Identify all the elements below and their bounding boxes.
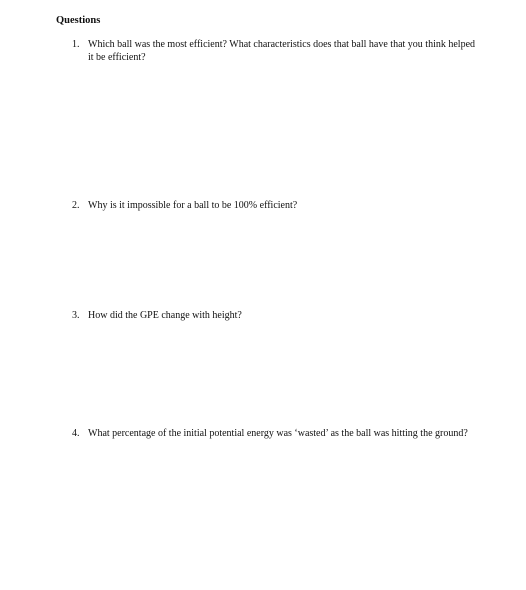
question-number: 1. [72,39,80,50]
question-text: Why is it impossible for a ball to be 100% efficient? [88,200,298,211]
question-number: 2. [72,200,80,211]
question-number: 3. [72,310,80,321]
question-text: How did the GPE change with height? [88,310,242,321]
question-text: What percentage of the initial potential energy was ‘wasted’ as the ball was hitting the ground? [88,428,468,439]
question-text: Which ball was the most efficient? What characteristics does that ball have that you think helped it be efficient? [88,39,476,63]
section-heading: Questions [56,15,101,26]
question-number: 4. [72,428,80,439]
